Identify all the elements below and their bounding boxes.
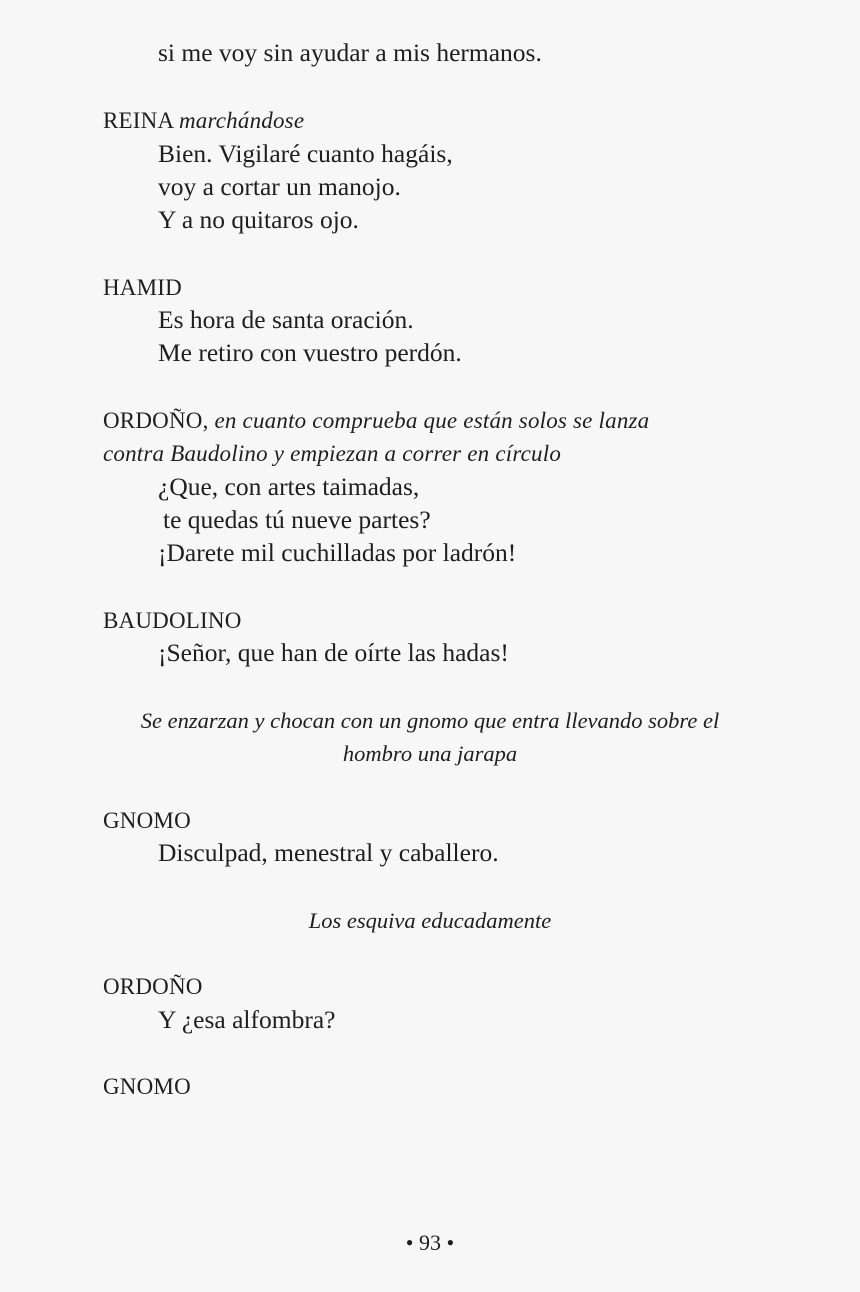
verse-line: Bien. Vigilaré cuanto hagáis, — [158, 139, 453, 168]
verse-line: Es hora de santa oración. — [158, 305, 414, 334]
stage-direction: en cuanto comprueba que están solos se lanza — [214, 408, 650, 433]
stage-direction-line — [103, 437, 561, 470]
verse-line: te quedas tú nueve partes? — [163, 505, 431, 534]
verse-line: ¡Señor, que han de oírte las hadas! — [158, 638, 509, 667]
stage-direction: contra Baudolino y empiezan a correr en círculo — [103, 441, 562, 466]
speaker-name: BAUDOLINO — [103, 608, 242, 633]
speaker-name: REINA — [103, 108, 173, 133]
verse-line: si me voy sin ayudar a mis hermanos. — [158, 38, 542, 67]
speaker-line-ordono — [103, 404, 649, 437]
page-number: • 93 • — [405, 1230, 455, 1255]
verse-line: Y a no quitaros ojo. — [158, 205, 359, 234]
verse-line: Me retiro con vuestro perdón. — [158, 338, 462, 367]
speaker-name: HAMID — [103, 275, 182, 300]
speaker-line-reina — [103, 104, 304, 137]
verse-line: ¡Darete mil cuchilladas por ladrón! — [158, 538, 517, 567]
verse-line: ¿Que, con artes taimadas, — [158, 472, 420, 501]
stage-direction: Los esquiva educadamente — [308, 908, 552, 933]
verse-line: Disculpad, menestral y caballero. — [158, 838, 499, 867]
stage-direction: marchándose — [178, 108, 305, 133]
stage-direction: hombro una jarapa — [342, 741, 518, 766]
speaker-name: GNOMO — [103, 1074, 191, 1099]
verse-line: voy a cortar un manojo. — [158, 172, 401, 201]
speaker-name: ORDOÑO — [103, 974, 203, 999]
speaker-name: GNOMO — [103, 808, 191, 833]
speaker-name: ORDOÑO, — [103, 408, 209, 433]
stage-direction: Se enzarzan y chocan con un gnomo que entra llevando sobre el — [140, 708, 720, 733]
verse-line: Y ¿esa alfombra? — [158, 1005, 336, 1034]
